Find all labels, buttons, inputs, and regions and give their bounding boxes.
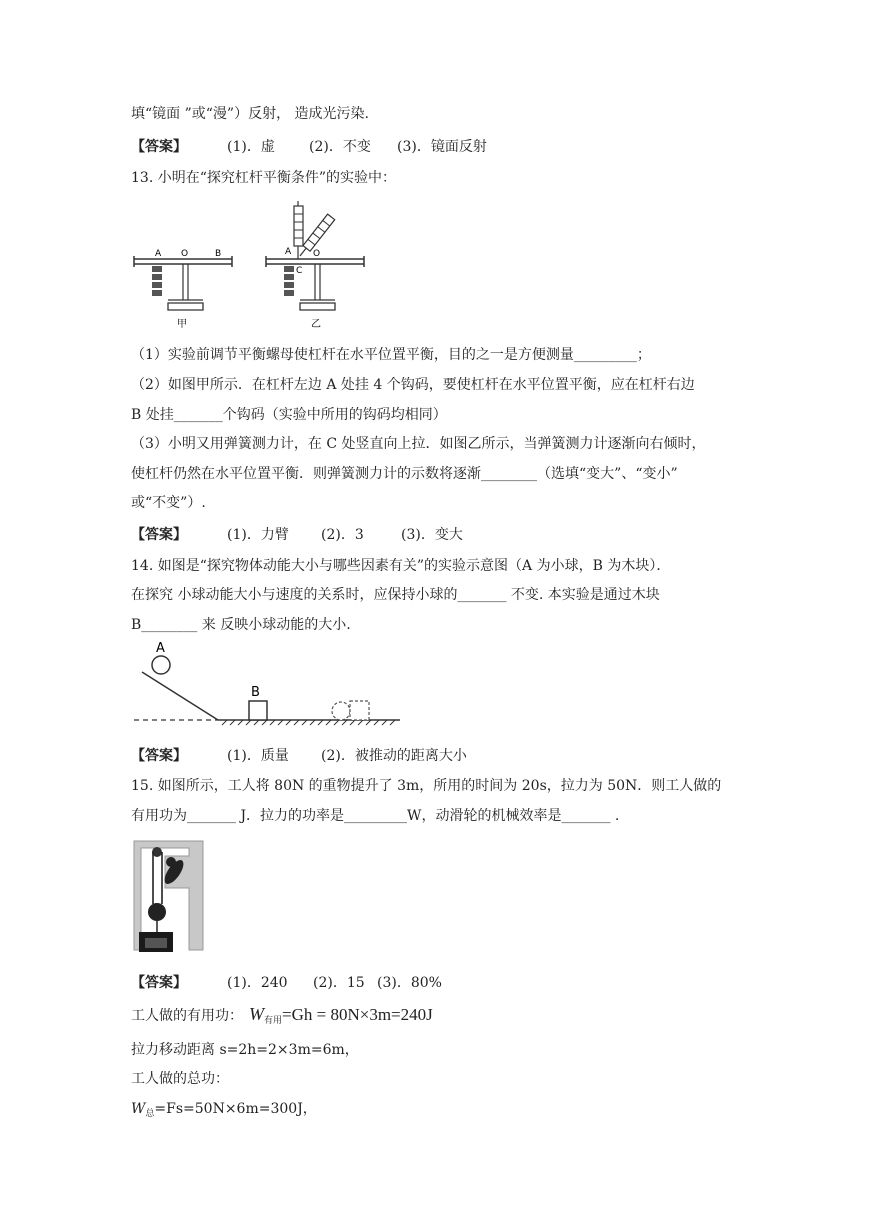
answer-item: (2)．3 (321, 527, 364, 543)
label-o: O (313, 249, 321, 259)
answer-item: (2)．15 (313, 975, 365, 991)
text-line: 使杠杆仍然在水平位置平衡．则弹簧测力计的示数将逐渐________（选填“变大”、“变小” (131, 466, 678, 482)
label-a: A (156, 641, 165, 656)
text-line: 15. 如图所示，工人将 80N 的重物提升了 3m，所用的时间为 20s，拉力为 50N．则工人做的 (131, 778, 722, 794)
text-line: B________ 来 反映小球动能的大小. (131, 617, 351, 633)
answer-item: (1)．240 (227, 975, 288, 991)
formula-rest: =Fs=50N×6m=300J， (154, 1101, 317, 1117)
text-line: 有用功为_______ J．拉力的功率是_________W，动滑轮的机械效率是_______ . (131, 808, 620, 824)
answer-item: (3)．变大 (401, 527, 463, 543)
text-line: 或“不变”）. (131, 495, 206, 511)
answer-item: (3)．80% (377, 975, 442, 991)
answer-tag: 【答案】 (131, 748, 187, 764)
formula-sub: 总 (145, 1109, 155, 1119)
text-line: B 处挂_______个钩码（实验中所用的钩码均相同） (131, 407, 447, 423)
lever-figures (128, 198, 378, 336)
text-line: 工人做的总功： (131, 1071, 229, 1087)
text-line: （2）如图甲所示．在杠杆左边 A 处挂 4 个钩码，要使杠杆在水平位置平衡，应在杠杆右边 (131, 377, 695, 393)
answer-tag: 【答案】 (131, 975, 187, 991)
text-line: 在探究 小球动能大小与速度的关系时，应保持小球的_______ 不变. 本实验是通过木块 (131, 587, 660, 603)
text-line: 填“镜面 ”或“漫”）反射， 造成光污染. (131, 106, 369, 122)
solution-total-work (131, 1099, 317, 1124)
answer-item: (3)．镜面反射 (397, 139, 487, 155)
caption-yi: 乙 (311, 319, 321, 330)
solution-useful-work (131, 1004, 433, 1031)
answer-q12 (131, 136, 531, 156)
label-b: B (215, 249, 222, 259)
formula-sub: 有用 (264, 1016, 283, 1026)
text-line: （1）实验前调节平衡螺母使杠杆在水平位置平衡，目的之一是方便测量_________； (131, 347, 651, 363)
answer-item: (2)．不变 (309, 139, 371, 155)
answer-tag: 【答案】 (131, 139, 187, 155)
lever-figure-jia (134, 249, 232, 330)
lever-figure-yi (266, 201, 364, 330)
ramp-figure (134, 638, 402, 730)
text-line: 拉力移动距离 s=2h=2×3m=6m， (131, 1042, 359, 1058)
label-a: A (155, 249, 162, 259)
caption-jia: 甲 (177, 319, 187, 330)
answer-tag: 【答案】 (131, 527, 187, 543)
answer-item: (1)．质量 (227, 748, 289, 764)
text-line: （3）小明又用弹簧测力计，在 C 处竖直向上拉．如图乙所示，当弹簧测力计逐渐向右倾时， (131, 436, 706, 452)
answer-item: (1)．虚 (227, 139, 275, 155)
answer-q14 (131, 745, 531, 765)
label-c: C (296, 266, 303, 276)
label-o: O (181, 249, 189, 259)
answer-q13 (131, 524, 531, 544)
question-title: 13. 小明在“探究杠杆平衡条件”的实验中： (131, 170, 397, 186)
answer-item: (2)．被推动的距离大小 (321, 748, 467, 764)
solution-label: 工人做的有用功： (131, 1008, 243, 1024)
answer-q15 (131, 972, 531, 992)
answer-item: (1)．力臂 (227, 527, 289, 543)
formula-rest: =Gh = 80N×3m=240J (282, 1005, 433, 1024)
formula-w: W (131, 1101, 146, 1117)
label-b: B (251, 685, 260, 700)
text-line: 14. 如图是“探究物体动能大小与哪些因素有关”的实验示意图（A 为小球，B 为木块）． (131, 558, 671, 574)
pulley-figure (131, 838, 207, 954)
formula-w: W (249, 1004, 264, 1024)
label-a: A (285, 247, 292, 257)
